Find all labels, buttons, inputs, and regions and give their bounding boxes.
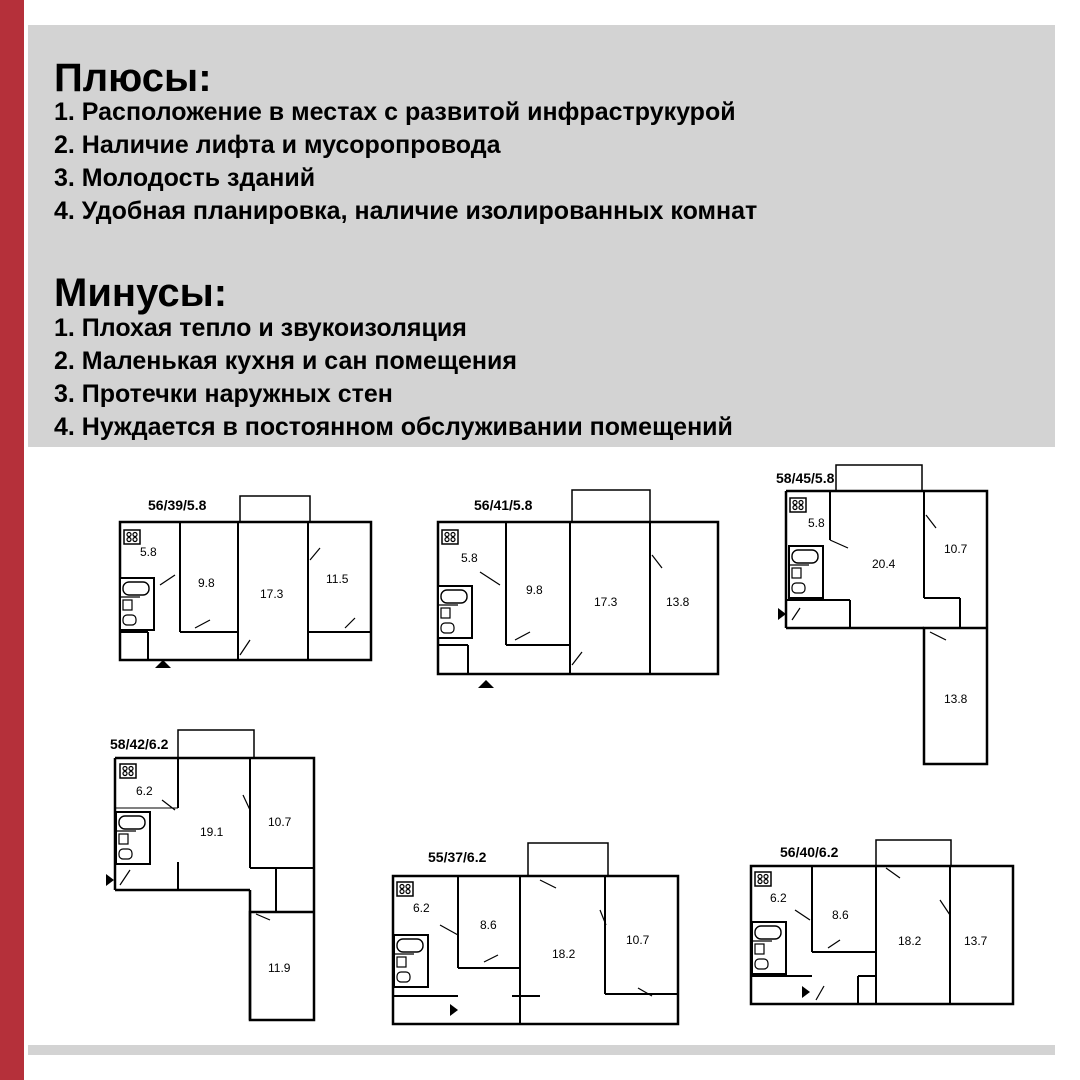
room-area: 8.6 bbox=[832, 908, 849, 922]
room-area: 9.8 bbox=[198, 576, 215, 590]
plan-label: 58/42/6.2 bbox=[110, 736, 169, 752]
room-area: 5.8 bbox=[140, 545, 157, 559]
room-area: 18.2 bbox=[552, 947, 576, 961]
cons-item: 4. Нуждается в постоянном обслуживании помещений bbox=[54, 413, 733, 441]
room-area: 8.6 bbox=[480, 918, 497, 932]
room-area: 11.5 bbox=[326, 572, 349, 586]
room-area: 5.8 bbox=[461, 551, 478, 565]
pros-item: 4. Удобная планировка, наличие изолированных комнат bbox=[54, 197, 758, 225]
room-area: 13.8 bbox=[944, 692, 968, 706]
room-area: 13.8 bbox=[666, 595, 690, 609]
bottom-strip bbox=[28, 1045, 1055, 1055]
floor-plan-6 bbox=[751, 840, 1013, 1004]
pros-item: 2. Наличие лифта и мусоропровода bbox=[54, 131, 501, 159]
floor-plan-5 bbox=[393, 843, 678, 1024]
room-area: 13.7 bbox=[964, 934, 988, 948]
room-area: 10.7 bbox=[626, 933, 650, 947]
room-area: 5.8 bbox=[808, 516, 825, 530]
cons-item: 1. Плохая тепло и звукоизоляция bbox=[54, 314, 467, 342]
plan-label: 56/41/5.8 bbox=[474, 497, 533, 513]
room-area: 6.2 bbox=[413, 901, 430, 915]
plan-label: 58/45/5.8 bbox=[776, 470, 835, 486]
pros-item: 3. Молодость зданий bbox=[54, 164, 316, 192]
floor-plan-1 bbox=[120, 496, 371, 668]
room-area: 20.4 bbox=[872, 557, 896, 571]
room-area: 6.2 bbox=[136, 784, 153, 798]
room-area: 17.3 bbox=[260, 587, 284, 601]
floor-plan-4 bbox=[106, 730, 314, 1020]
cons-title: Минусы: bbox=[54, 271, 228, 315]
room-area: 10.7 bbox=[944, 542, 968, 556]
plan-label: 56/40/6.2 bbox=[780, 844, 839, 860]
room-area: 6.2 bbox=[770, 891, 787, 905]
pros-title: Плюсы: bbox=[54, 56, 212, 100]
floor-plan-2 bbox=[438, 490, 718, 688]
room-area: 10.7 bbox=[268, 815, 292, 829]
room-area: 11.9 bbox=[268, 961, 291, 975]
room-area: 19.1 bbox=[200, 825, 224, 839]
cons-item: 3. Протечки наружных стен bbox=[54, 380, 393, 408]
pros-item: 1. Расположение в местах с развитой инфраструкурой bbox=[54, 98, 736, 126]
room-area: 18.2 bbox=[898, 934, 922, 948]
plan-label: 55/37/6.2 bbox=[428, 849, 487, 865]
cons-item: 2. Маленькая кухня и сан помещения bbox=[54, 347, 517, 375]
room-area: 17.3 bbox=[594, 595, 618, 609]
floor-plan-3 bbox=[776, 465, 987, 764]
room-area: 9.8 bbox=[526, 583, 543, 597]
plan-label: 56/39/5.8 bbox=[148, 497, 207, 513]
